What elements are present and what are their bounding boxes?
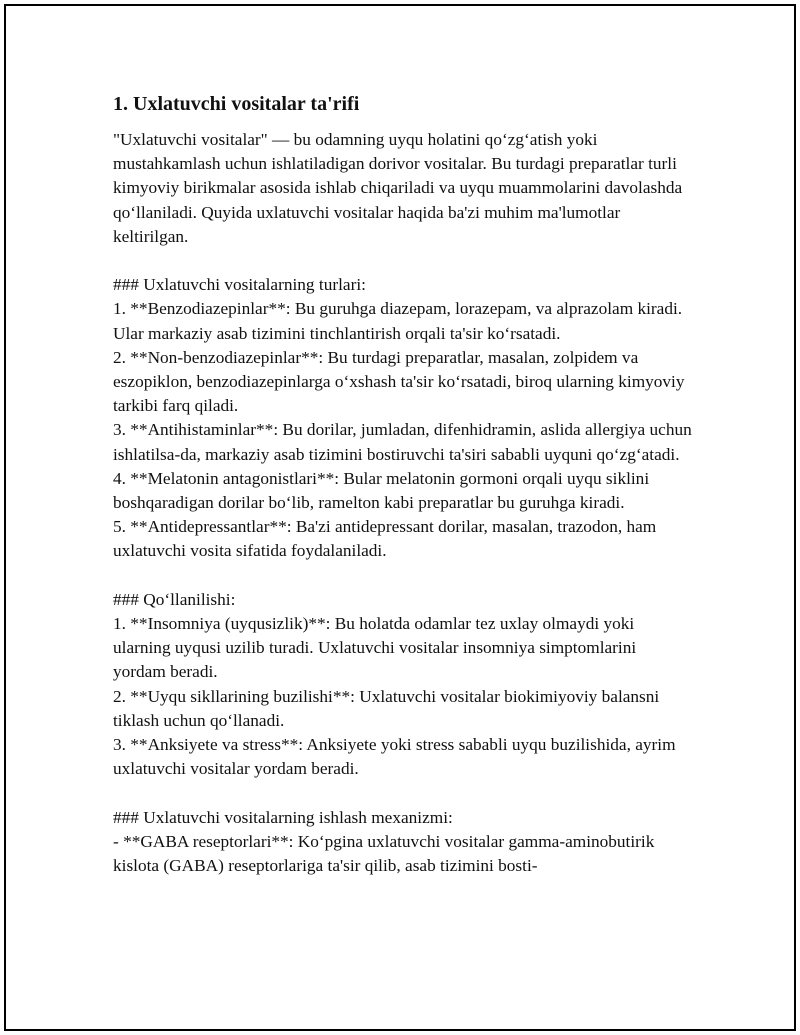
usage-item-3: 3. **Anksiyete va stress**: Anksiyete yoki stress sababli uyqu buzilishida, ayrim uxlatuvchi vositalar yordam beradi. (113, 735, 676, 779)
usage-item-1: 1. **Insomniya (uyqusizlik)**: Bu holatda odamlar tez uxlay olmaydi yoki ularning uyqusi uzilib turadi. Uxlatuvchi vositalar insomniya simptomlarini yordam beradi. (113, 614, 637, 682)
types-item-2: 2. **Non-benzodiazepinlar**: Bu turdagi preparatlar, masalan, zolpidem va eszopiklon, benzodiazepinlarga o‘xshash ta'sir ko‘rsatadi, biroq ularning kimyoviy tarkibi farq qiladi. (113, 347, 685, 416)
mechanism-heading: ### Uxlatuvchi vositalarning ishlash mexanizmi: (113, 807, 453, 827)
paragraph-gap (113, 564, 693, 588)
mechanism-item-1: - **GABA reseptorlari**: Ko‘pgina uxlatuvchi vositalar gamma-aminobutirik kislota (GABA) reseptorlariga ta'sir qilib, asab tizimini bosti- (113, 831, 655, 876)
document-title: 1. Uxlatuvchi vositalar ta'rifi (113, 93, 360, 115)
types-item-1: 1. **Benzodiazepinlar**: Bu guruhga diazepam, lorazepam, va alprazolam kiradi. Ular markaziy asab tizimini tinchlantirish orqali ta'sir ko‘rsatadi. (113, 299, 683, 343)
paragraph-gap (113, 249, 693, 273)
paragraph-gap (113, 781, 693, 805)
types-item-5: 5. **Antidepressantlar**: Ba'zi antidepressant dorilar, masalan, trazodon, ham uxlatuvchi vosita sifatida foydalaniladi. (113, 517, 657, 561)
document-body (113, 92, 693, 878)
intro-paragraph: "Uxlatuvchi vositalar" — bu odamning uyqu holatini qo‘zg‘atish yoki mustahkamlash uchun ishlatiladigan dorivor vositalar. Bu turdagi preparatlar turli kimyoviy birikmalar asosida ishlab chiqariladi va uyqu muammolarini davolashda qo‘llaniladi. Quyida uxlatuvchi vositalar haqida ba'zi muhim ma'lumotlar keltirilgan. (113, 130, 683, 246)
usage-item-2: 2. **Uyqu sikllarining buzilishi**: Uxlatuvchi vositalar biokimiyoviy balansni tiklash uchun qo‘llanadi. (113, 686, 660, 730)
types-item-3: 3. **Antihistaminlar**: Bu dorilar, jumladan, difenhidramin, aslida allergiya uchun ishlatilsa-da, markaziy asab tizimini bostiruvchi ta'siri sababli uyquni qo‘zg‘atadi. (113, 420, 692, 464)
types-heading: ### Uxlatuvchi vositalarning turlari: (113, 275, 366, 295)
usage-heading: ### Qo‘llanilishi: (113, 589, 236, 609)
types-item-4: 4. **Melatonin antagonistlari**: Bular melatonin gormoni orqali uyqu siklini boshqaradigan dorilar bo‘lib, ramelton kabi preparatlar bu guruhga kiradi. (113, 468, 650, 513)
